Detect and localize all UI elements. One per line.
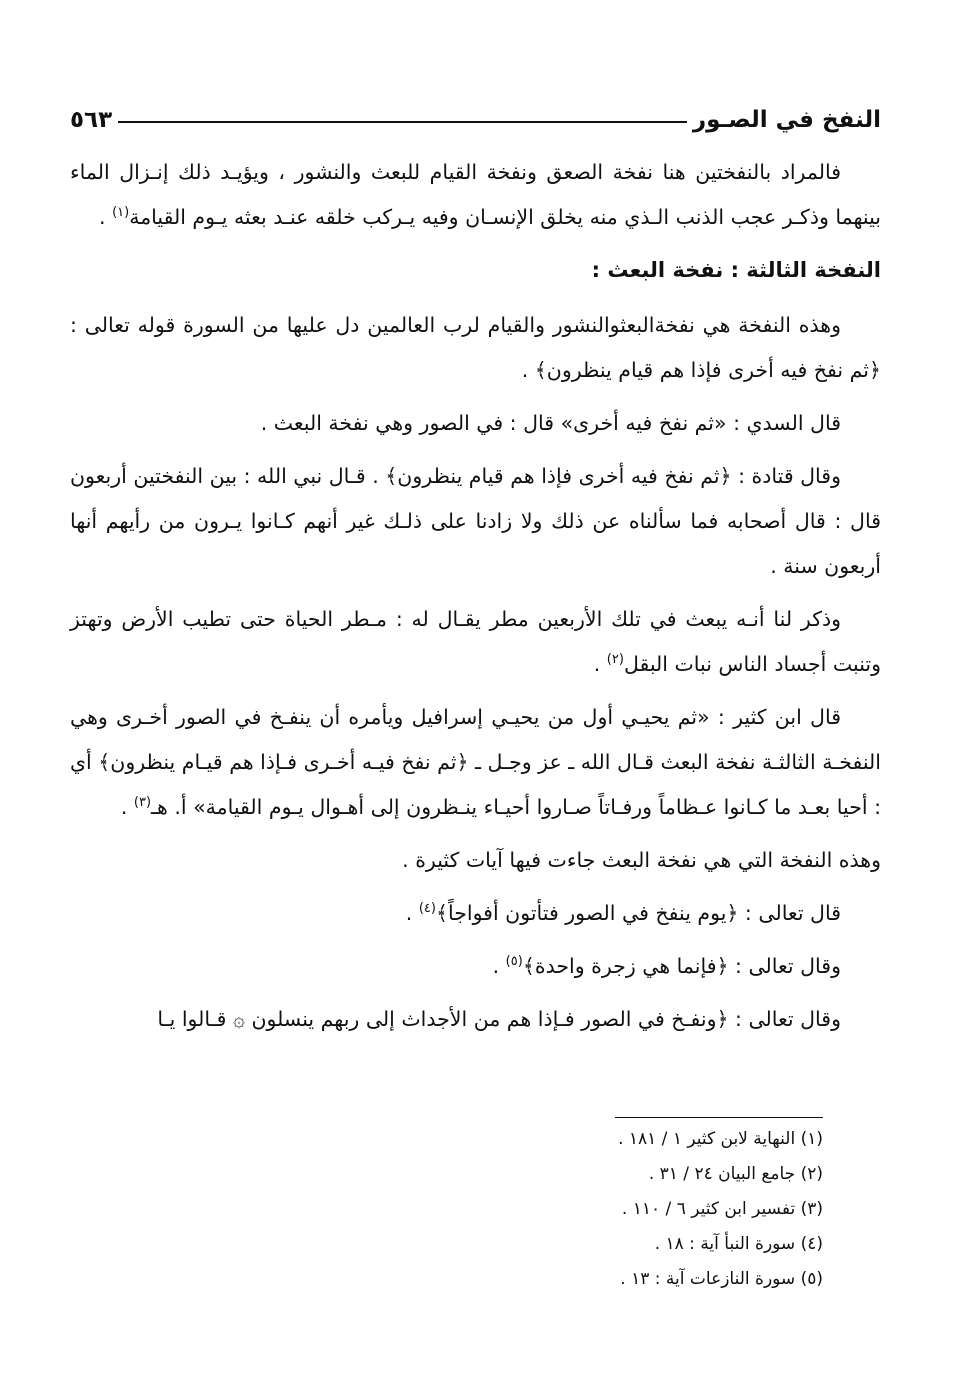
footnote-mark-1: (١) [112, 205, 130, 221]
footnote-mark-2: (٢) [606, 652, 624, 668]
paragraph-5-text: وذكر لنا أنـه يبعث في تلك الأربعين مطر يقـال له : مـطر الحياة حتى تطيب الأرض وتهتز وتنبت أجساد الناس نبات البقل [70, 607, 881, 676]
paragraph-5: وذكر لنا أنـه يبعث في تلك الأربعين مطر يقـال له : مـطر الحياة حتى تطيب الأرض وتهتز وتنبت أجساد الناس نبات البقل$^{(٢)}$ . [70, 607, 881, 676]
footnote-2: (٢) جامع البيان ٢٤ / ٣١ . [648, 1164, 823, 1184]
footnote-4: (٤) سورة النبأ آية : ١٨ . [654, 1234, 823, 1254]
paragraph-6: قال ابن كثير : «ثم يحيـي أول من يحيـي إسرافيل ويأمره أن ينفـخ في الصور أخـرى وهي النفخـة الثالثـة نفخة البعث قـال الله ـ عز وجـل ـ ﴿ثم نفخ فيـه أخـرى فـإذا هم قيـام ينظرون﴾ أي : أحيا بعـد ما كـانوا عـظاماً ورفـاتاً صـاروا أحيـاء ينـظرون إلى أهـوال يـوم القيامة» أ. هـ$^{(٣)}$ . [70, 705, 881, 819]
paragraph-8: قال تعالى : ﴿يوم ينفخ في الصور فتأتون أفواجاً﴾$^{(٤)}$ . [405, 901, 841, 925]
paragraph-9-text: وقال تعالى : ﴿فإنما هي زجرة واحدة﴾ [522, 954, 841, 978]
paragraph-1: فالمراد بالنفختين هنا نفخة الصعق ونفخة القيام للبعث والنشور ، ويؤيـد ذلك إنـزال الماء بينهما وذكـر عجب الذنب الـذي منه يخلق الإنسـان وفيه يـركب خلقه عنـد بعثه يـوم القيامة$^{(١)}$ . [70, 160, 881, 229]
paragraph-7: وهذه النفخة التي هي نفخة البعث جاءت فيها آيات كثيرة . [402, 848, 881, 872]
footnote-mark-4: (٤) [418, 901, 436, 917]
paragraph-4: وقال قتادة : ﴿ثم نفخ فيه أخرى فإذا هم قيام ينظرون﴾ . قـال نبي الله : بين النفختين أربعون قال : قال أصحابه فما سألناه عن ذلك ولا زادنا على ذلـك غير أنهم كـانوا يـرون من رأيهم أنها أربعون سنة . [70, 464, 881, 578]
running-title: النفخ في الصـور [692, 107, 881, 133]
footnote-mark-5: (٥) [505, 954, 523, 970]
footnote-3: (٣) تفسير ابن كثير ٦ / ١١٠ . [621, 1199, 823, 1219]
header-rule [118, 121, 687, 123]
paragraph-1-text: فالمراد بالنفختين هنا نفخة الصعق ونفخة القيام للبعث والنشور ، ويؤيـد ذلك إنـزال الماء بينهما وذكـر عجب الذنب الـذي منه يخلق الإنسـان وفيه يـركب خلقه عنـد بعثه يـوم القيامة [70, 160, 881, 229]
footnote-1: (١) النهاية لابن كثير ١ / ١٨١ . [618, 1129, 823, 1149]
paragraph-3: قال السدي : «ثم نفخ فيه أخرى» قال : في الصور وهي نفخة البعث . [260, 411, 841, 435]
footnote-mark-3: (٣) [133, 795, 152, 811]
section-heading: النفخة الثالثة : نفخة البعث : [591, 258, 881, 282]
paragraph-6-text: قال ابن كثير : «ثم يحيـي أول من يحيـي إسرافيل ويأمره أن ينفـخ في الصور أخـرى وهي النفخـة الثالثـة نفخة البعث قـال الله ـ عز وجـل ـ ﴿ثم نفخ فيـه أخـرى فـإذا هم قيـام ينظرون﴾ أي : أحيا بعـد ما كـانوا عـظاماً ورفـاتاً صـاروا أحيـاء ينـظرون إلى أهـوال يـوم القيامة» أ. هـ [70, 705, 881, 819]
paragraph-9: وقال تعالى : ﴿فإنما هي زجرة واحدة﴾$^{(٥)}$ . [492, 954, 841, 978]
paragraph-10: وقال تعالى : ﴿ونفـخ في الصور فـإذا هم من الأجداث إلى ربهم ينسلون ۞ قـالوا يـا [157, 1007, 841, 1031]
running-header [70, 100, 881, 140]
footnote-separator [615, 1117, 823, 1118]
main-text [70, 150, 881, 1050]
paragraph-2: وهذه النفخة هي نفخةالبعثوالنشور والقيام لرب العالمين دل عليها من السورة قوله تعالى : ﴿ثم نفخ فيه أخرى فإذا هم قيام ينظرون﴾ . [70, 313, 881, 382]
footnote-5: (٥) سورة النازعات آية : ١٣ . [620, 1269, 823, 1289]
paragraph-8-text: قال تعالى : ﴿يوم ينفخ في الصور فتأتون أفواجاً﴾ [435, 901, 841, 925]
footnotes [120, 1122, 823, 1297]
page-number: ٥٦٣ [70, 107, 113, 133]
